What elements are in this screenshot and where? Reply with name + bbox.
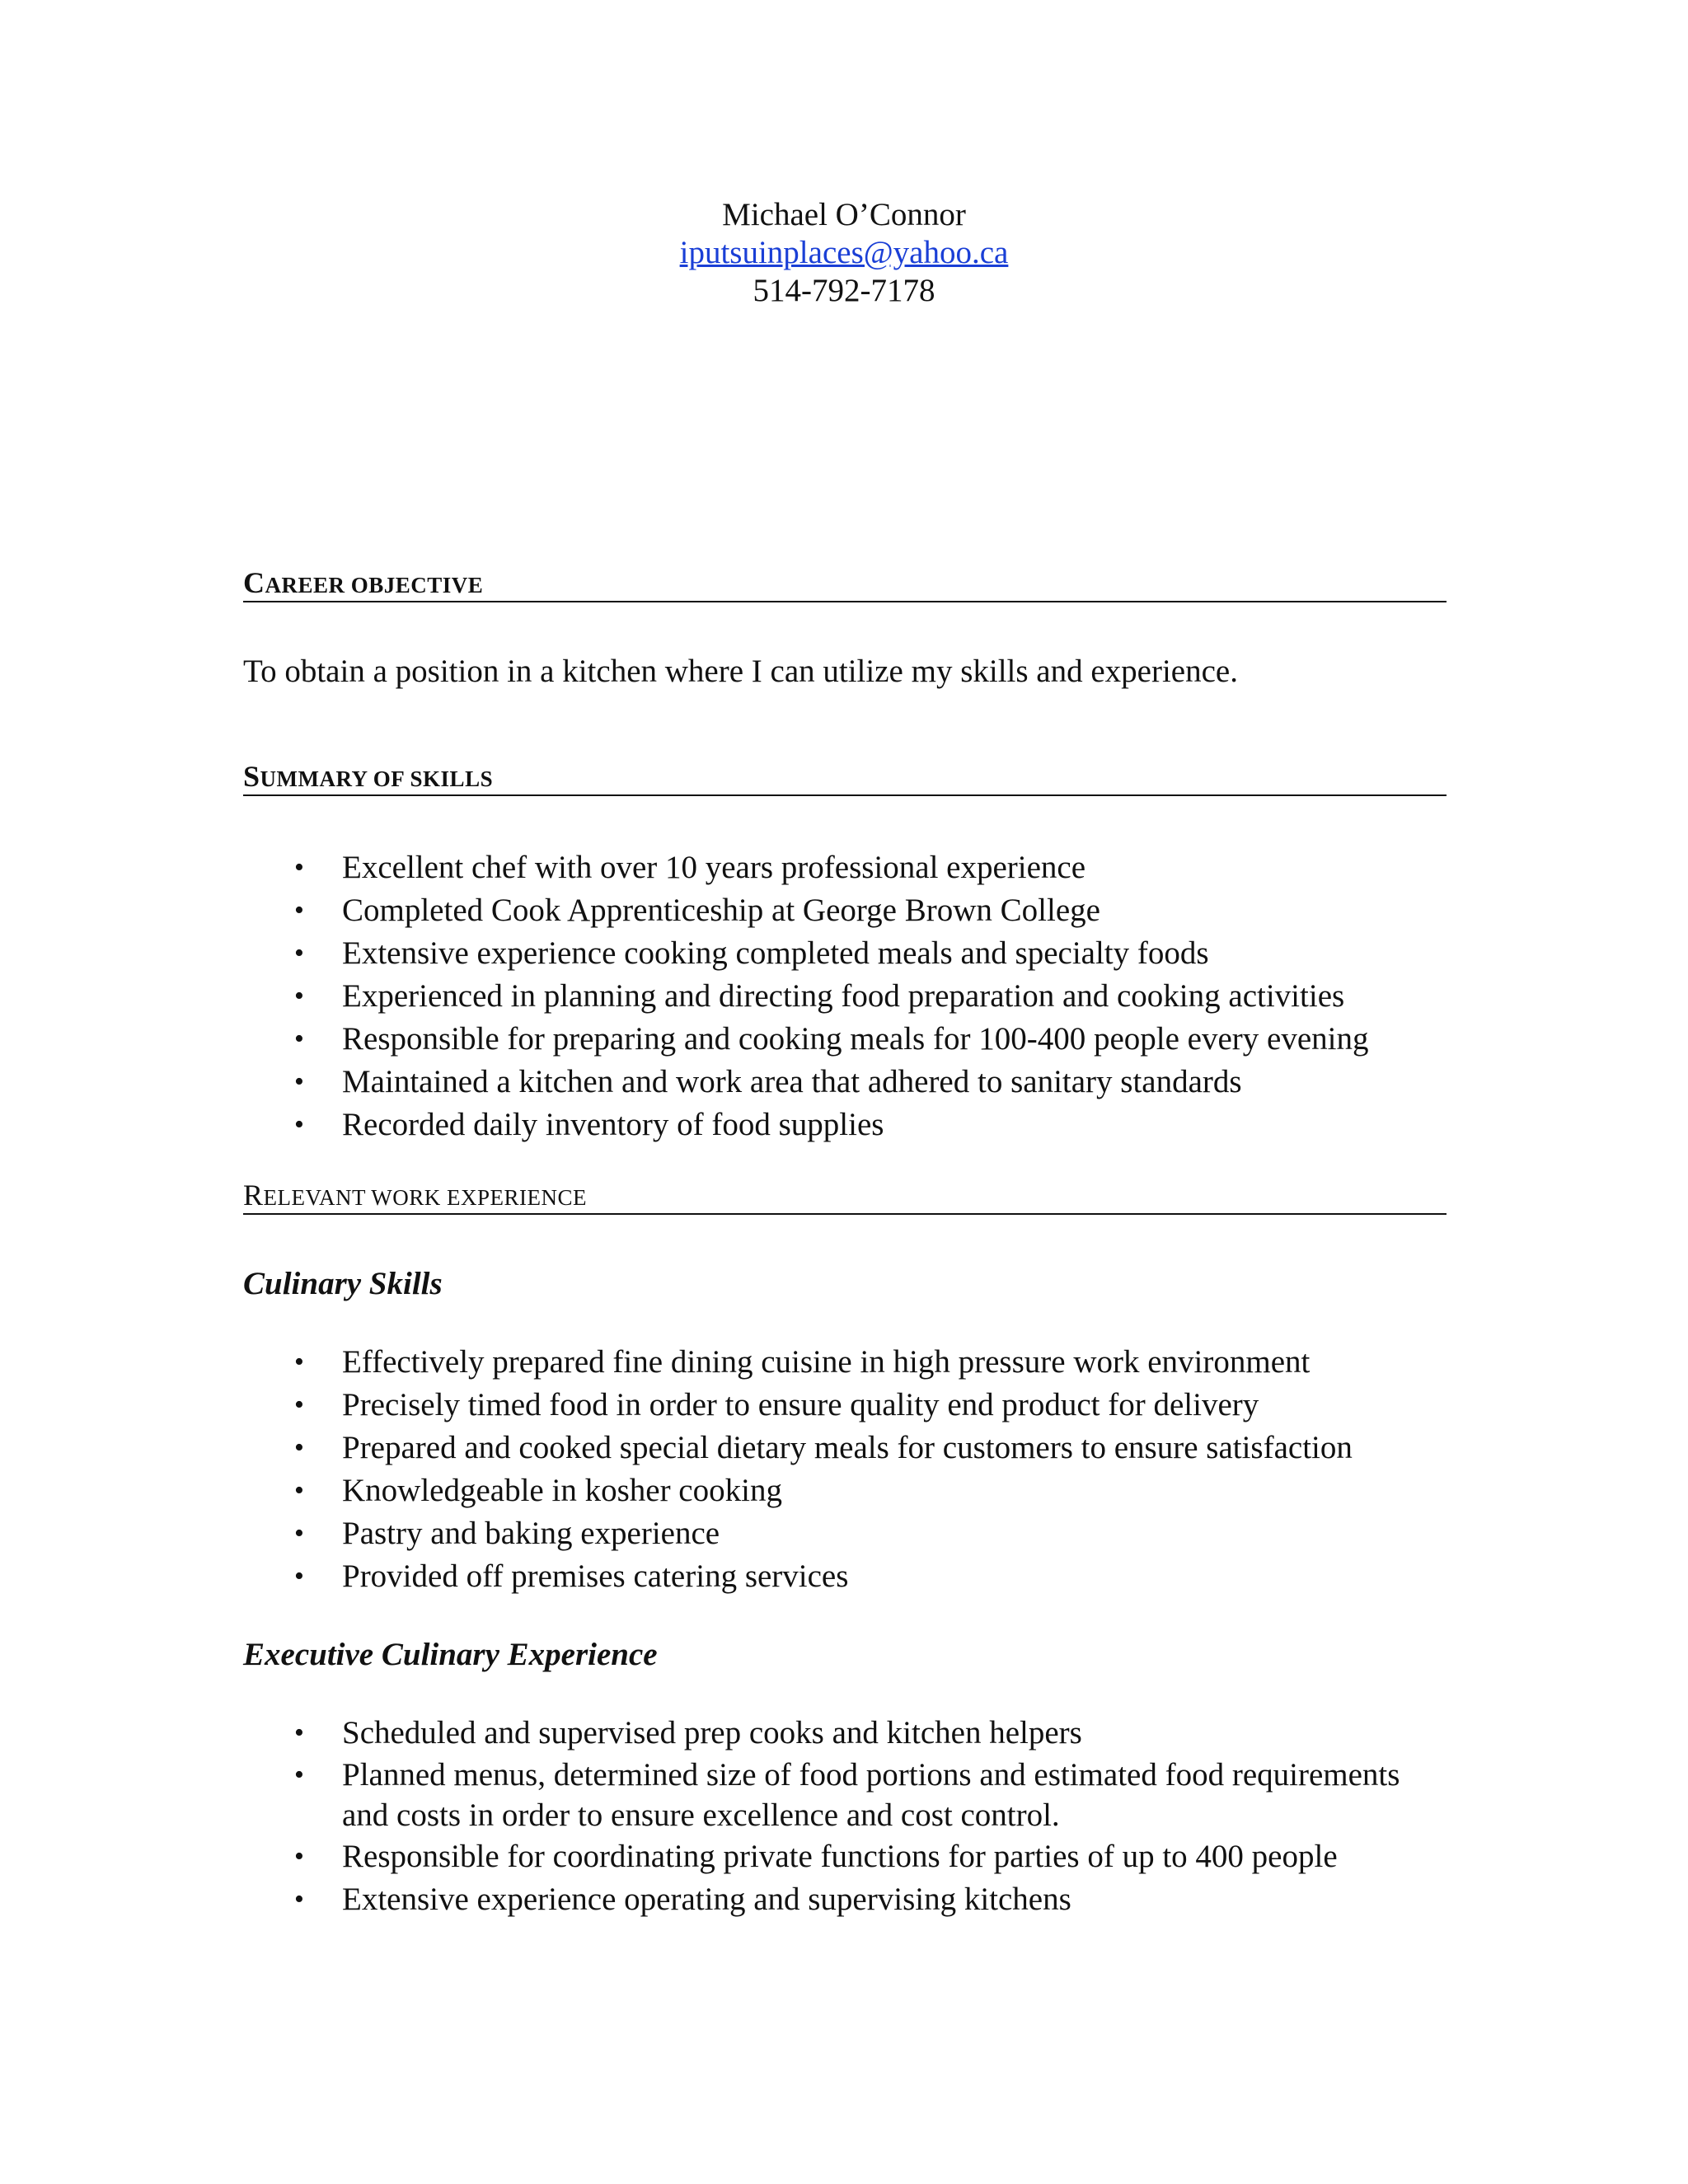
- list-item: [243, 889, 1447, 932]
- contact-header: [0, 196, 1688, 310]
- heading-rest: UMMARY OF SKILLS: [260, 766, 494, 791]
- list-item: [243, 1341, 1447, 1384]
- bullet-icon: •: [294, 1024, 304, 1054]
- bullet-icon: •: [294, 1475, 304, 1506]
- list-item: [243, 1061, 1447, 1104]
- list-item: [243, 1755, 1447, 1835]
- list-item: [243, 1018, 1447, 1061]
- bullet-icon: •: [294, 1718, 304, 1748]
- list-item-text: Completed Cook Apprenticeship at George Brown College: [342, 893, 1100, 928]
- bullet-icon: •: [294, 895, 304, 926]
- list-item: [243, 1878, 1447, 1921]
- bullet-icon: •: [294, 1432, 304, 1463]
- bullet-icon: •: [294, 1884, 304, 1915]
- bullet-icon: •: [294, 1841, 304, 1872]
- list-item-text: Extensive experience cooking completed meals and specialty foods: [342, 935, 1209, 971]
- summary-skills-list: [243, 846, 1447, 1146]
- heading-initial: C: [243, 566, 265, 599]
- list-item-text: Knowledgeable in kosher cooking: [342, 1473, 782, 1508]
- bullet-icon: •: [294, 1066, 304, 1097]
- list-item-text: Effectively prepared fine dining cuisine in high pressure work environment: [342, 1344, 1311, 1380]
- bullet-icon: •: [294, 1390, 304, 1420]
- phone-number: 514-792-7178: [753, 273, 935, 308]
- list-item: [243, 1512, 1447, 1555]
- list-item: [243, 1104, 1447, 1146]
- list-item: [243, 932, 1447, 975]
- list-item-text: Extensive experience operating and supervising kitchens: [342, 1882, 1071, 1917]
- bullet-icon: •: [294, 1760, 304, 1790]
- bullet-icon: •: [294, 1561, 304, 1591]
- list-item: [243, 1469, 1447, 1512]
- relevant-work-experience-heading: [243, 1181, 1447, 1215]
- heading-initial: S: [243, 760, 260, 793]
- culinary-skills-title: Culinary Skills: [243, 1266, 443, 1301]
- list-item-text: Maintained a kitchen and work area that adhered to sanitary standards: [342, 1064, 1242, 1099]
- bullet-icon: •: [294, 938, 304, 968]
- executive-experience-list: [243, 1712, 1447, 1921]
- list-item-text: Provided off premises catering services: [342, 1558, 849, 1594]
- list-item-text: Scheduled and supervised prep cooks and kitchen helpers: [342, 1715, 1082, 1750]
- heading-rest: ELEVANT WORK EXPERIENCE: [263, 1185, 588, 1210]
- bullet-icon: •: [294, 1109, 304, 1140]
- list-item-text: Experienced in planning and directing food preparation and cooking activities: [342, 978, 1345, 1014]
- list-item: [243, 1427, 1447, 1469]
- email-link[interactable]: iputsuinplaces@yahoo.ca: [679, 235, 1009, 270]
- list-item: [243, 1555, 1447, 1598]
- executive-culinary-experience-title: Executive Culinary Experience: [243, 1637, 658, 1672]
- bullet-icon: •: [294, 1518, 304, 1549]
- list-item-text: Responsible for preparing and cooking meals for 100-400 people every evening: [342, 1021, 1369, 1057]
- list-item: [243, 1835, 1447, 1878]
- heading-rest: AREER OBJECTIVE: [265, 573, 484, 598]
- list-item: [243, 1712, 1447, 1755]
- list-item-text: Pastry and baking experience: [342, 1516, 720, 1551]
- list-item-text: Recorded daily inventory of food supplies: [342, 1107, 884, 1142]
- list-item-text: Precisely timed food in order to ensure quality end product for delivery: [342, 1387, 1259, 1422]
- bullet-icon: •: [294, 981, 304, 1011]
- list-item: [243, 846, 1447, 889]
- list-item: [243, 975, 1447, 1018]
- candidate-name: Michael O’Connor: [722, 197, 966, 232]
- list-item-text: Responsible for coordinating private functions for parties of up to 400 people: [342, 1839, 1338, 1874]
- list-item-text: Prepared and cooked special dietary meals for customers to ensure satisfaction: [342, 1430, 1353, 1465]
- list-item-text: Planned menus, determined size of food portions and estimated food requirements and costs in order to ensure excellence and cost control.: [342, 1757, 1400, 1833]
- list-item-text: Excellent chef with over 10 years professional experience: [342, 850, 1086, 885]
- list-item: [243, 1384, 1447, 1427]
- bullet-icon: •: [294, 1347, 304, 1377]
- bullet-icon: •: [294, 852, 304, 883]
- culinary-skills-list: [243, 1341, 1447, 1598]
- heading-initial: R: [243, 1179, 264, 1212]
- summary-of-skills-heading: [243, 762, 1447, 796]
- career-objective-text: To obtain a position in a kitchen where I can utilize my skills and experience.: [243, 654, 1238, 689]
- career-objective-heading: [243, 566, 1447, 602]
